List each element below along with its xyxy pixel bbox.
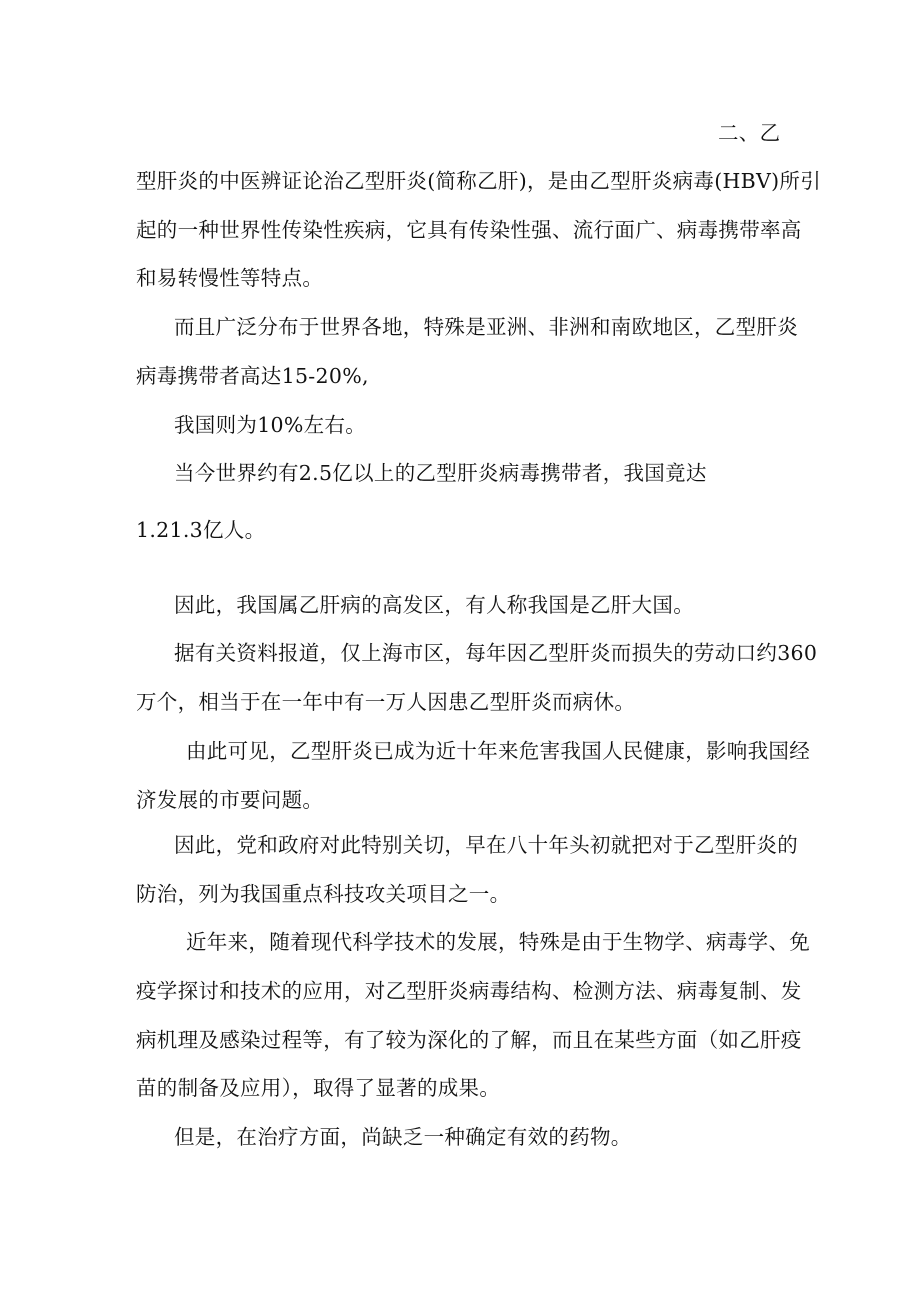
paragraph-line: 近年来，随着现代科学技术的发展，特殊是由于生物学、病毒学、免 (186, 930, 810, 954)
paragraph-line: 但是，在治疗方面，尚缺乏一种确定有效的药物。 (174, 1125, 632, 1149)
paragraph-line: 因此，我国属乙肝病的高发区，有人称我国是乙肝大国。 (174, 593, 694, 617)
paragraph-line: 防治，列为我国重点科技攻关项目之一。 (136, 882, 511, 906)
paragraph-line: 因此，党和政府对此特别关切，早在八十年头初就把对于乙型肝炎的 (174, 833, 798, 857)
paragraph-line: 病毒携带者高达15-20%, (136, 364, 369, 388)
paragraph-line: 型肝炎的中医辨证论治乙型肝炎(简称乙肝)，是由乙型肝炎病毒(HBV)所引 (136, 169, 822, 193)
paragraph-line: 病机理及感染过程等，有了较为深化的了解，而且在某些方面（如乙肝疫 (136, 1028, 802, 1052)
paragraph-line: 和易转慢性等特点。 (136, 266, 324, 290)
paragraph-line: 济发展的市要问题。 (136, 788, 324, 812)
paragraph-line: 1.21.3亿人。 (136, 518, 266, 542)
paragraph-line: 苗的制备及应用），取得了显著的成果。 (136, 1076, 501, 1100)
paragraph-line: 而且广泛分布于世界各地，特殊是亚洲、非洲和南欧地区，乙型肝炎 (174, 315, 798, 339)
paragraph-line: 万个，相当于在一年中有一万人因患乙型肝炎而病休。 (136, 690, 636, 714)
paragraph-line: 当今世界约有2.5亿以上的乙型肝炎病毒携带者，我国竟达 (174, 461, 707, 485)
paragraph-line: 据有关资料报道，仅上海市区，每年因乙型肝炎而损失的劳动口约360 (174, 641, 818, 665)
paragraph-line: 我国则为10%左右。 (174, 413, 367, 437)
paragraph-line: 由此可见，乙型肝炎已成为近十年来危害我国人民健康，影响我国经 (186, 739, 810, 763)
paragraph-line: 疫学探讨和技术的应用，对乙型肝炎病毒结构、检测方法、病毒复制、发 (136, 979, 802, 1003)
paragraph-line: 起的一种世界性传染性疾病，它具有传染性强、流行面广、病毒携带率高 (136, 218, 802, 242)
section-heading-fragment: 二、乙 (718, 121, 781, 145)
